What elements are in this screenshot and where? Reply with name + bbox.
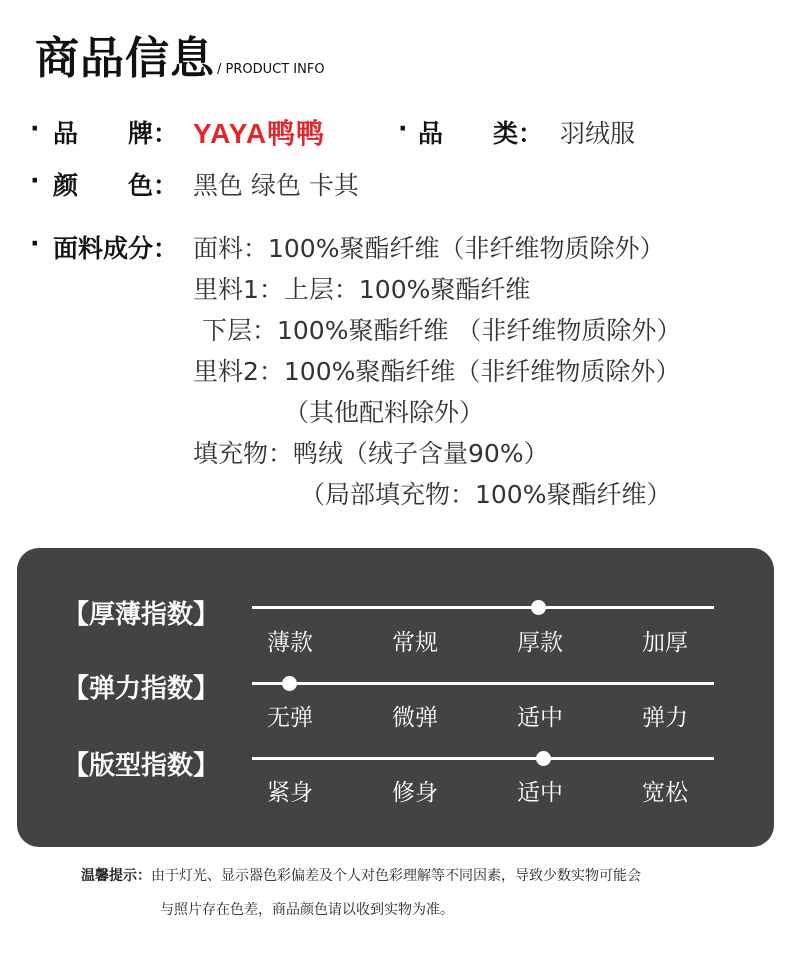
material-line: 面料：100%聚酯纤维（非纤维物质除外） — [193, 234, 665, 263]
elasticity-index-label: 【弹力指数】 — [63, 674, 220, 704]
page-title: 商品信息 — [35, 33, 215, 84]
elasticity-tick: 弹力 — [642, 705, 688, 731]
fit-tick: 适中 — [517, 780, 563, 806]
notice-line-2 — [160, 899, 454, 919]
notice-line-1 — [81, 865, 641, 885]
material-line: 里料2：100%聚酯纤维（非纤维物质除外） — [193, 357, 681, 386]
brand-label: 品 牌： — [53, 119, 179, 148]
material-label: 面料成分： — [53, 234, 179, 263]
elasticity-level-marker — [282, 676, 297, 691]
thickness-index-label: 【厚薄指数】 — [63, 600, 220, 630]
material-line: 下层：100%聚酯纤维 （非纤维物质除外） — [202, 316, 682, 345]
fit-tick: 紧身 — [267, 780, 313, 806]
notice-text-2: 与照片存在色差，商品颜色请以收到实物为准。 — [160, 902, 454, 918]
category-label: 品 类： — [418, 119, 544, 148]
fit-track — [252, 757, 714, 760]
bullet: · — [398, 114, 408, 143]
elasticity-tick: 无弹 — [267, 705, 313, 731]
fit-tick: 修身 — [392, 780, 438, 806]
notice-text-1: 由于灯光、显示器色彩偏差及个人对色彩理解等不同因素，导致少数实物可能会 — [151, 868, 641, 884]
elasticity-track — [252, 682, 714, 685]
brand-value: YAYA鸭鸭 — [193, 118, 326, 149]
thickness-tick: 加厚 — [642, 630, 688, 656]
color-label: 颜 色： — [53, 171, 179, 200]
fit-index-label: 【版型指数】 — [63, 751, 220, 781]
thickness-tick: 常规 — [392, 630, 438, 656]
elasticity-tick: 适中 — [517, 705, 563, 731]
page-title-block — [35, 22, 325, 86]
thickness-tick: 薄款 — [267, 630, 313, 656]
thickness-tick: 厚款 — [517, 630, 563, 656]
brand-category-row — [0, 114, 790, 150]
notice-prefix: 温馨提示： — [81, 868, 151, 884]
material-line: 填充物：鸭绒（绒子含量90%） — [193, 439, 549, 468]
material-line: 里料1：上层：100%聚酯纤维 — [193, 275, 531, 304]
bullet: · — [30, 229, 40, 258]
bullet: · — [30, 166, 40, 195]
color-row — [0, 166, 790, 202]
page-subtitle: / PRODUCT INFO — [217, 62, 325, 77]
color-value: 黑色 绿色 卡其 — [193, 171, 359, 200]
thickness-level-marker — [531, 600, 546, 615]
thickness-track — [252, 606, 714, 609]
bullet: · — [30, 114, 40, 143]
material-line: （其他配料除外） — [284, 398, 485, 427]
fit-tick: 宽松 — [642, 780, 688, 806]
category-value: 羽绒服 — [560, 119, 636, 148]
fit-level-marker — [536, 751, 551, 766]
index-panel — [17, 548, 774, 847]
elasticity-tick: 微弹 — [392, 705, 438, 731]
material-line: （局部填充物：100%聚酯纤维） — [300, 480, 672, 509]
